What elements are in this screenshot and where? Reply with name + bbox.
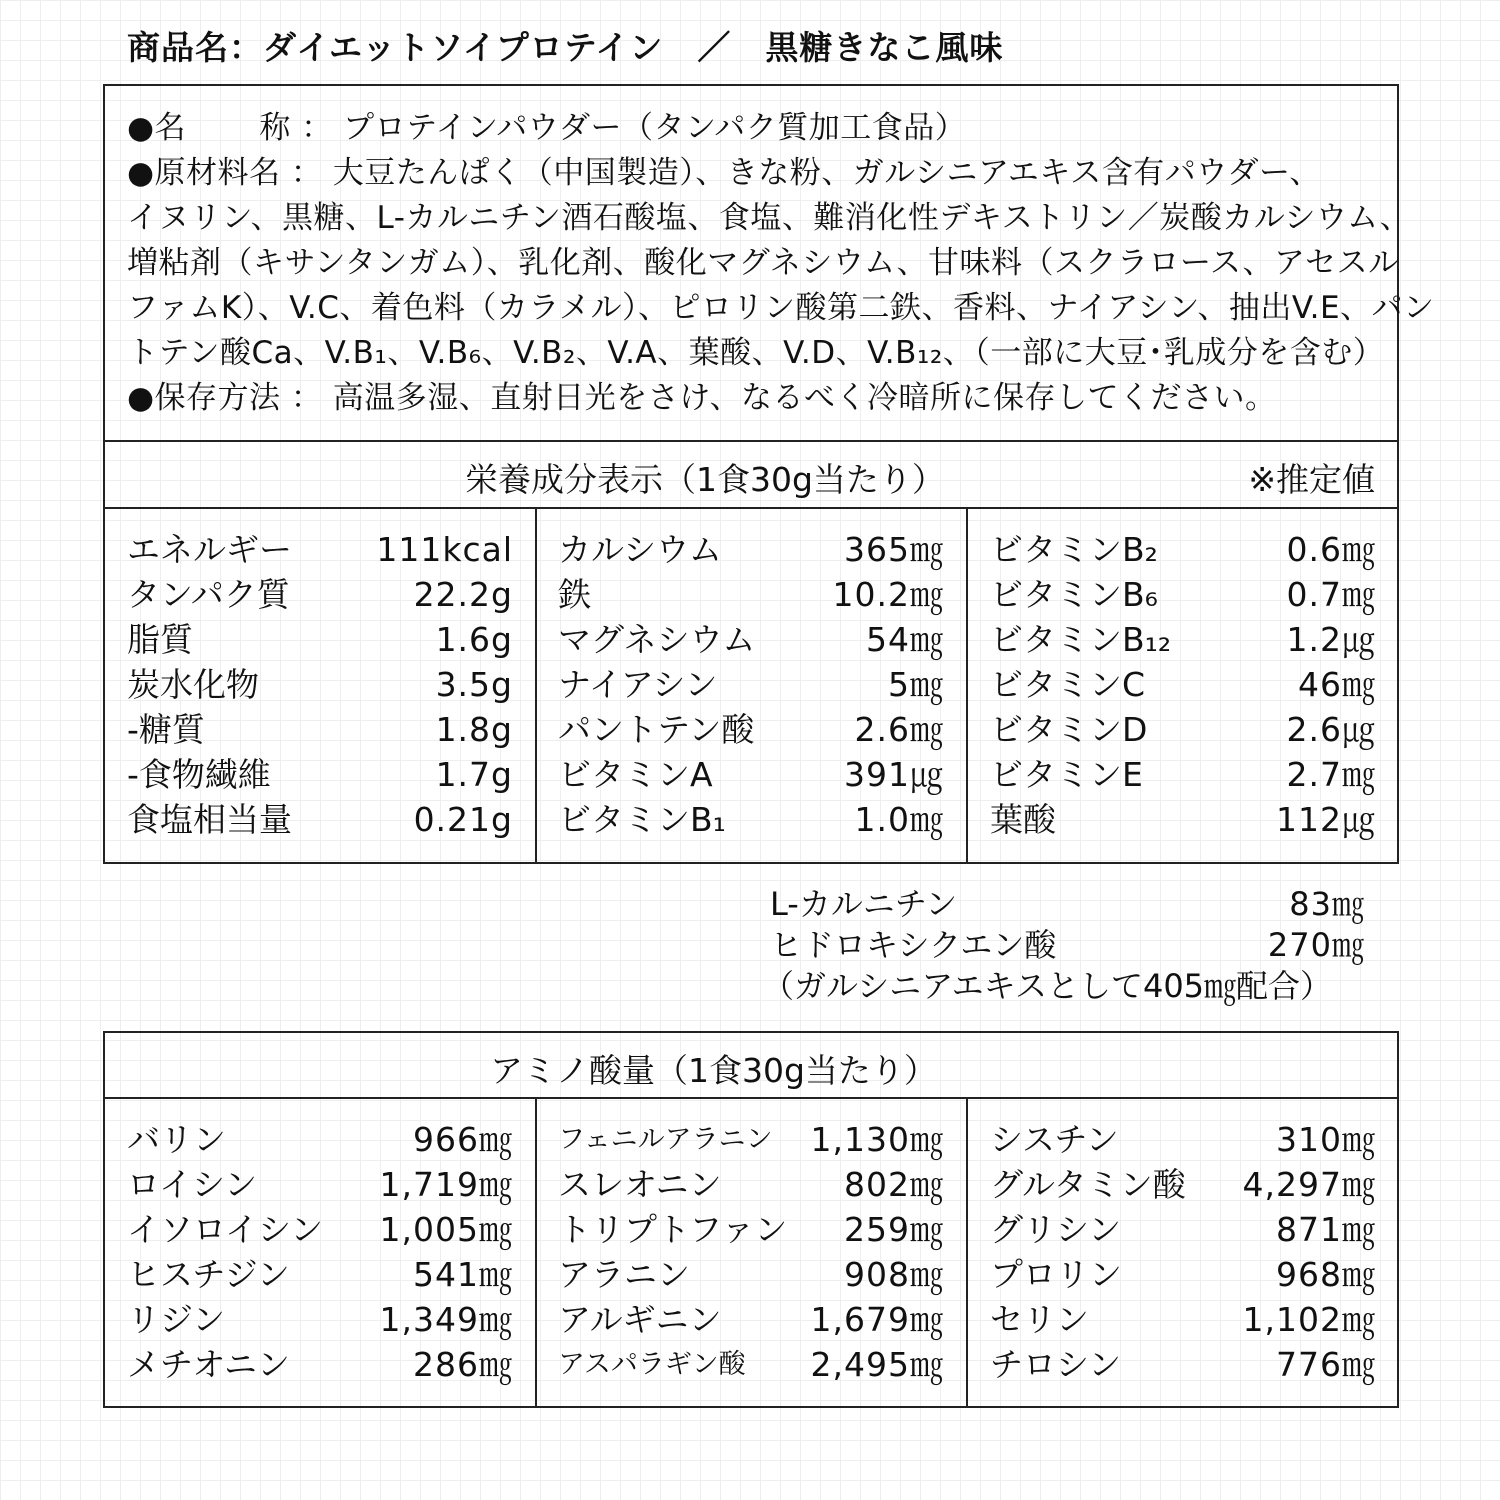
extra-row <box>770 882 1365 927</box>
table-row <box>558 617 944 662</box>
table-row <box>990 707 1376 752</box>
row-label: チロシン <box>990 1345 1122 1384</box>
row-value: 1,719㎎ <box>379 1165 513 1204</box>
table-row <box>558 662 944 707</box>
table-row <box>558 797 944 842</box>
row-label: エネルギー <box>127 530 292 569</box>
row-value: 2,495㎎ <box>810 1345 944 1384</box>
ingredient-line: 増粘剤（キサンタンガム）、乳化剤、酸化マグネシウム、甘味料（スクラロース、アセスル <box>127 245 1400 281</box>
row-value: 112㎍ <box>1276 800 1376 839</box>
row-label: L-カルニチン <box>770 885 958 923</box>
table-row <box>127 617 513 662</box>
row-value: 908㎎ <box>844 1255 944 1294</box>
row-value: 4,297㎎ <box>1242 1165 1376 1204</box>
table-row <box>990 1117 1376 1162</box>
nutrition-header: 栄養成分表示（1食30g当たり） <box>465 460 945 499</box>
table-row <box>990 527 1376 572</box>
row-value: 0.21g <box>413 800 513 839</box>
amino-acid-box <box>103 1031 1399 1408</box>
row-label: グルタミン酸 <box>990 1165 1186 1204</box>
divider <box>105 507 1397 509</box>
row-value: 10.2㎎ <box>832 575 944 614</box>
table-row <box>127 707 513 752</box>
row-label: ビタミンB₁ <box>558 800 726 839</box>
ingredient-line: ファムK）、V.C、着色料（カラメル）、ピロリン酸第二鉄、香料、ナイアシン、抽出V.E、パン <box>127 290 1435 326</box>
row-label: バリン <box>127 1120 226 1159</box>
table-row <box>990 662 1376 707</box>
row-value: 1.8g <box>435 710 513 749</box>
row-label: ビタミンD <box>990 710 1148 749</box>
row-label: 葉酸 <box>990 800 1056 839</box>
table-row <box>990 797 1376 842</box>
estimate-note: ※推定値 <box>1248 460 1375 499</box>
product-info-box <box>103 84 1435 864</box>
row-label: アルギニン <box>558 1300 722 1339</box>
table-row <box>558 752 944 797</box>
footnote: （ガルシニアエキスとして405㎎配合） <box>762 967 1333 1005</box>
row-value: 966㎎ <box>413 1120 513 1159</box>
ingredient-line: ●保存方法 ： 高温多湿、直射日光をさけ、なるべく冷暗所に保存してください。 <box>127 380 1277 416</box>
row-label: プロリン <box>990 1255 1122 1294</box>
table-row <box>990 572 1376 617</box>
table-row <box>127 527 513 572</box>
row-value: 1,679㎎ <box>810 1300 944 1339</box>
row-label: ビタミンB₆ <box>990 575 1158 614</box>
row-label: カルシウム <box>558 530 722 569</box>
amino-header: アミノ酸量（1食30g当たり） <box>490 1051 937 1090</box>
row-value: 541㎎ <box>413 1255 513 1294</box>
table-row <box>990 1297 1376 1342</box>
row-label: 炭水化物 <box>127 665 259 704</box>
table-row <box>990 752 1376 797</box>
table-row <box>990 1207 1376 1252</box>
row-value: 1.0㎎ <box>854 800 944 839</box>
table-row <box>558 527 944 572</box>
table-row <box>127 1207 513 1252</box>
table-row <box>127 572 513 617</box>
row-label: ヒスチジン <box>127 1255 290 1294</box>
extra-row <box>770 923 1365 968</box>
row-value: 5㎎ <box>888 665 944 704</box>
row-label: ビタミンB₂ <box>990 530 1158 569</box>
table-row <box>558 1297 944 1342</box>
table-row <box>558 1162 944 1207</box>
row-value: 0.7㎎ <box>1286 575 1376 614</box>
row-label: -食物繊維 <box>127 755 271 794</box>
divider <box>105 440 1397 442</box>
table-row <box>127 1162 513 1207</box>
row-label: フェニルアラニン <box>558 1124 773 1155</box>
row-value: 310㎎ <box>1276 1120 1376 1159</box>
row-value: 1,005㎎ <box>379 1210 513 1249</box>
row-value: 286㎎ <box>413 1345 513 1384</box>
column-divider <box>535 507 537 862</box>
row-label: ビタミンE <box>990 755 1143 794</box>
row-label: ナイアシン <box>558 665 718 704</box>
row-value: 1.6g <box>435 620 513 659</box>
column-divider <box>966 1097 968 1406</box>
row-value: 802㎎ <box>844 1165 944 1204</box>
table-row <box>558 572 944 617</box>
column-divider <box>966 507 968 862</box>
row-label: ビタミンC <box>990 665 1146 704</box>
row-value: 259㎎ <box>844 1210 944 1249</box>
row-value: 776㎎ <box>1276 1345 1376 1384</box>
row-label: 食塩相当量 <box>127 800 292 839</box>
row-value: 54㎎ <box>866 620 944 659</box>
table-row <box>127 1342 513 1387</box>
row-value: 2.7㎎ <box>1286 755 1376 794</box>
table-row <box>127 752 513 797</box>
table-row <box>127 662 513 707</box>
row-value: 1,102㎎ <box>1242 1300 1376 1339</box>
table-row <box>990 1252 1376 1297</box>
row-value: 46㎎ <box>1298 665 1376 704</box>
ingredient-line: ●名 称 ： プロテインパウダー（タンパク質加工食品） <box>127 110 967 146</box>
row-label: マグネシウム <box>558 620 756 659</box>
row-label: 鉄 <box>558 575 591 614</box>
row-label: スレオニン <box>558 1165 722 1204</box>
row-label: ビタミンB₁₂ <box>990 620 1172 659</box>
table-row <box>558 707 944 752</box>
row-label: イソロイシン <box>127 1210 324 1249</box>
row-label: -糖質 <box>127 710 205 749</box>
row-value: 871㎎ <box>1276 1210 1376 1249</box>
table-row <box>558 1252 944 1297</box>
table-row <box>127 797 513 842</box>
row-value: 111kcal <box>376 530 513 569</box>
row-value: 1.2㎍ <box>1286 620 1376 659</box>
row-label: パントテン酸 <box>558 710 755 749</box>
row-value: 1,130㎎ <box>810 1120 944 1159</box>
divider <box>105 1097 1397 1099</box>
row-label: アラニン <box>558 1255 690 1294</box>
table-row <box>127 1252 513 1297</box>
row-value: 2.6㎍ <box>1286 710 1376 749</box>
row-value: 2.6㎎ <box>854 710 944 749</box>
row-value: 83㎎ <box>1289 885 1365 923</box>
row-value: 0.6㎎ <box>1286 530 1376 569</box>
table-row <box>990 617 1376 662</box>
row-label: ロイシン <box>127 1165 258 1204</box>
row-value: 22.2g <box>413 575 513 614</box>
row-label: シスチン <box>990 1120 1119 1159</box>
product-title: 商品名：ダイエットソイプロテイン ／ 黒糖きなこ風味 <box>127 28 1004 67</box>
table-row <box>990 1162 1376 1207</box>
row-value: 968㎎ <box>1276 1255 1376 1294</box>
table-row <box>990 1342 1376 1387</box>
table-row <box>558 1207 944 1252</box>
row-value: 1,349㎎ <box>379 1300 513 1339</box>
row-value: 270㎎ <box>1267 926 1365 964</box>
row-label: ビタミンA <box>558 755 713 794</box>
column-divider <box>535 1097 537 1406</box>
table-row <box>127 1297 513 1342</box>
row-label: アスパラギン酸 <box>558 1349 746 1380</box>
ingredient-line: トテン酸Ca、V.B₁、V.B₆、V.B₂、V.A、葉酸、V.D、V.B₁₂、（一部に大豆･乳成分を含む） <box>127 335 1385 371</box>
row-label: 脂質 <box>127 620 193 659</box>
table-row <box>558 1117 944 1162</box>
row-value: 365㎎ <box>844 530 944 569</box>
row-label: リジン <box>127 1300 226 1339</box>
row-label: ヒドロキシクエン酸 <box>770 926 1057 964</box>
ingredient-line: ●原材料名 ： 大豆たんぱく（中国製造）、きな粉、ガルシニアエキス含有パウダー、 <box>127 155 1321 191</box>
row-value: 1.7g <box>435 755 513 794</box>
ingredient-line: イヌリン、黒糖、L-カルニチン酒石酸塩、食塩、難消化性デキストリン／炭酸カルシウム、 <box>127 200 1412 236</box>
row-label: トリプトファン <box>558 1210 788 1249</box>
row-label: メチオニン <box>127 1345 291 1384</box>
row-value: 3.5g <box>435 665 513 704</box>
row-value: 391㎍ <box>844 755 944 794</box>
row-label: セリン <box>990 1300 1089 1339</box>
table-row <box>558 1342 944 1387</box>
row-label: タンパク質 <box>127 575 290 614</box>
row-label: グリシン <box>990 1210 1122 1249</box>
table-row <box>127 1117 513 1162</box>
